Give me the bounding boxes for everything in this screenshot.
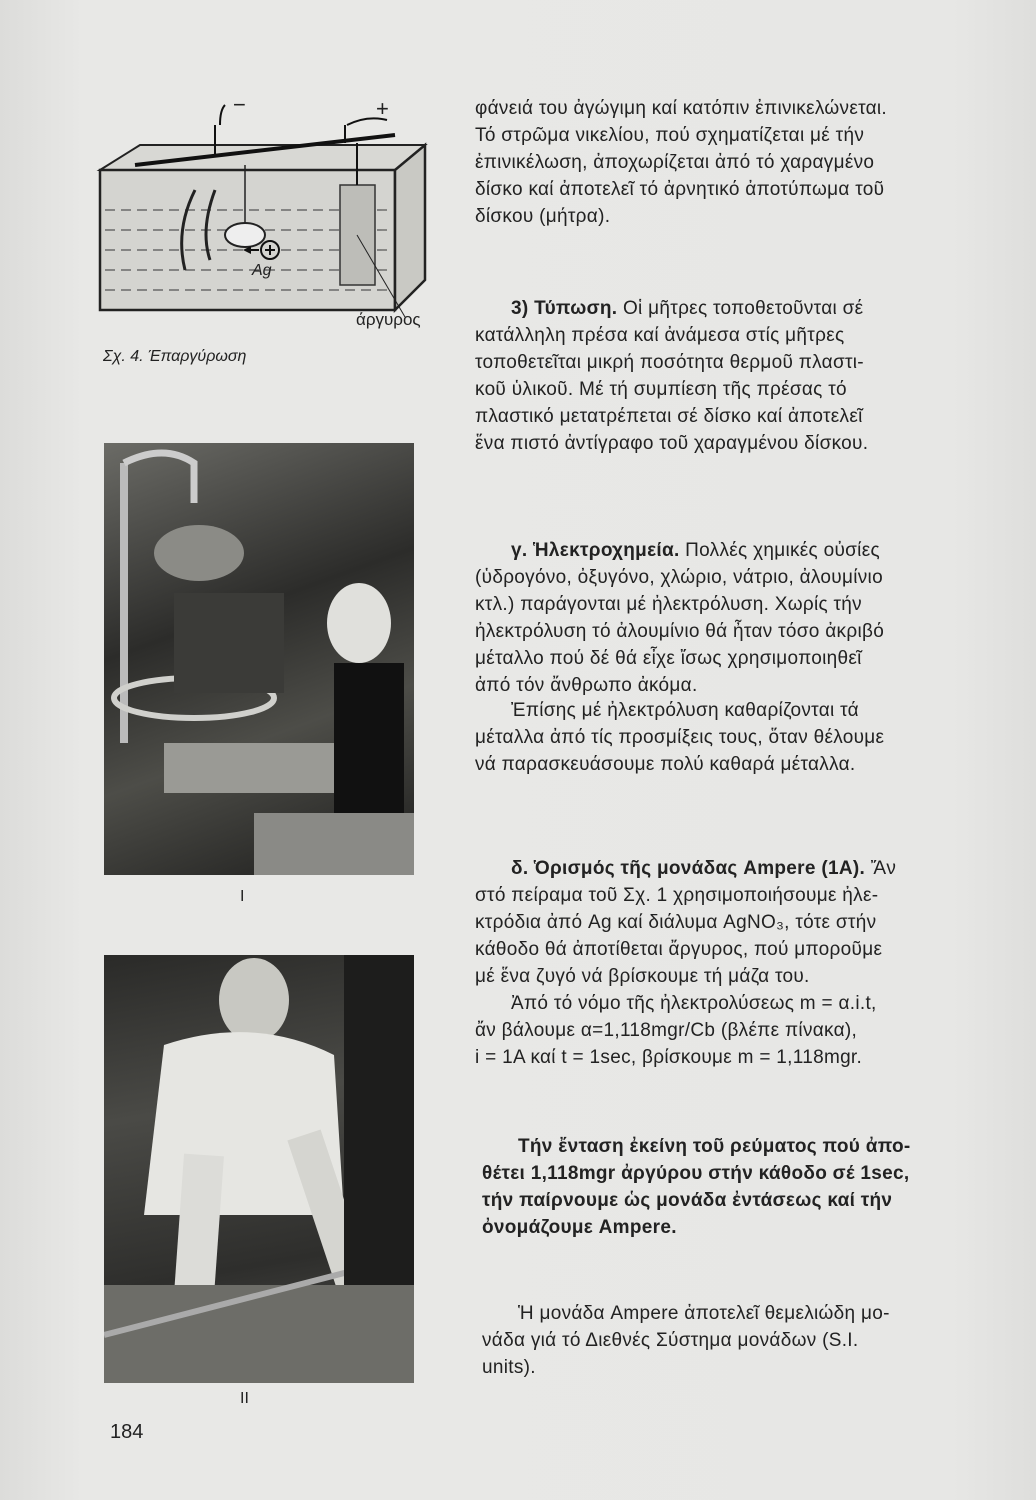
- text-line: νάδα γιά τό Διεθνές Σύστημα μονάδων (S.I.: [482, 1330, 859, 1351]
- text-line: τοποθετεῖται μικρή ποσότητα θερμοῦ πλαστι-: [475, 352, 864, 373]
- text-line: i = 1A καί t = 1sec, βρίσκουμε m = 1,118mgr.: [475, 1047, 863, 1068]
- text-line: πλαστικό μετατρέπεται σέ δίσκο καί ἀποτελεῖ: [475, 406, 863, 427]
- text-line: φάνειά του ἀγώγιμη καί κατόπιν ἐπινικελώνεται.: [475, 98, 888, 119]
- text-line: δίσκου (μήτρα).: [475, 206, 611, 227]
- text-line: δίσκο καί ἀποτελεῖ τό ἀρνητικό ἀποτύπωμα τοῦ: [475, 179, 885, 200]
- text-line: κοῦ ὑλικοῦ. Μέ τή συμπίεση τῆς πρέσας τό: [475, 379, 847, 400]
- text-line: Ἀπό τό νόμο τῆς ἠλεκτρολύσεως m = α.i.t,: [511, 993, 877, 1014]
- minus-sign: −: [233, 92, 246, 117]
- photo-record-press: [104, 443, 414, 875]
- paragraph-si-units: [482, 1300, 977, 1381]
- text-line: κτρόδια ἀπό Ag καί διάλυμα AgNO₃, τότε στήν: [475, 912, 877, 933]
- paragraph-typosi: [475, 295, 975, 457]
- text-line: κάθοδο θά ἀποτίθεται ἄργυρος, πού μποροῦμε: [475, 939, 883, 960]
- text-line: κτλ.) παράγονται μέ ἠλεκτρόλυση. Χωρίς τήν: [475, 594, 862, 615]
- text-span: Οἱ μῆτρες τοποθετοῦνται σέ: [617, 298, 864, 319]
- text-line: μέταλλο πού δέ θά εἶχε ἴσως χρησιμοποιηθεῖ: [475, 648, 862, 669]
- text-line: στό πείραμα τοῦ Σχ. 1 χρησιμοποιήσουμε ἠλε-: [475, 885, 879, 906]
- text-line: Τήν ἔνταση ἐκείνη τοῦ ρεύματος πού ἀπο-: [518, 1136, 911, 1157]
- section-heading-electrochemistry: γ. Ἡλεκτροχημεία.: [511, 540, 680, 561]
- text-line: ἀπό τόν ἄνθρωπο ἀκόμα.: [475, 675, 698, 696]
- paragraph-purification: [475, 697, 975, 778]
- paragraph-1: [475, 95, 975, 230]
- text-line: τήν παίρνουμε ὡς μονάδα ἐντάσεως καί τήν: [482, 1190, 893, 1211]
- text-line: (ὑδρογόνο, ὀξυγόνο, χλώριο, νάτριο, ἀλουμίνιο: [475, 567, 883, 588]
- text-line: Ἐπίσης μέ ἠλεκτρόλυση καθαρίζονται τά: [511, 700, 859, 721]
- page-number: 184: [110, 1421, 144, 1443]
- paragraph-formula: [475, 990, 975, 1071]
- photo-electrolysis-worker: [104, 955, 414, 1383]
- text-line: νά παρασκευάσουμε πολύ καθαρά μέταλλα.: [475, 754, 856, 775]
- section-heading-ampere: δ. Ὁρισμός τῆς μονάδας Ampere (1A).: [511, 858, 866, 879]
- figure-caption: Σχ. 4. Έπαργύρωση: [103, 348, 247, 365]
- text-line: units).: [482, 1357, 536, 1378]
- text-line: κατάλληλη πρέσα καί ἀνάμεσα στίς μῆτρες: [475, 325, 845, 346]
- text-line: ἕνα πιστό ἀντίγραφο τοῦ χαραγμένου δίσκου.: [475, 433, 869, 454]
- text-line: μέταλλα ἀπό τίς προσμίξεις τους, ὅταν θέλουμε: [475, 727, 885, 748]
- text-line: θέτει 1,118mgr ἀργύρου στήν κάθοδο σέ 1sec,: [482, 1163, 910, 1184]
- paragraph-ampere-definition: [475, 855, 975, 990]
- text-line: Ἡ μονάδα Ampere ἀποτελεῖ θεμελιώδη μο-: [518, 1303, 890, 1324]
- text-span: Ἄν: [865, 858, 897, 879]
- plus-sign: +: [376, 96, 389, 121]
- text-line: μέ ἕνα ζυγό νά βρίσκουμε τή μάζα του.: [475, 966, 810, 987]
- electroplating-diagram: [95, 95, 445, 335]
- text-line: Τό στρῶμα νικελίου, πού σχηματίζεται μέ τήν: [475, 125, 865, 146]
- section-heading-typosi: 3) Τύπωση.: [511, 298, 618, 319]
- text-line: ἄν βάλουμε α=1,118mgr/Cb (βλέπε πίνακα),: [475, 1020, 858, 1041]
- ampere-definition-bold: [482, 1133, 977, 1241]
- photo2-label: II: [240, 1390, 249, 1407]
- ag-label: Ag: [252, 262, 272, 279]
- photo1-label: I: [240, 888, 245, 905]
- paragraph-electrochemistry: [475, 537, 975, 699]
- text-line: ἠλεκτρόλυση τό ἀλουμίνιο θά ἦταν τόσο ἀκριβό: [475, 621, 885, 642]
- text-line: ἐπινικέλωση, ἀποχωρίζεται ἀπό τό χαραγμένο: [475, 152, 875, 173]
- text-line: ὀνομάζουμε Ampere.: [482, 1217, 677, 1238]
- argyros-label: άργυρος: [356, 310, 421, 329]
- text-span: Πολλές χημικές οὐσίες: [679, 540, 880, 561]
